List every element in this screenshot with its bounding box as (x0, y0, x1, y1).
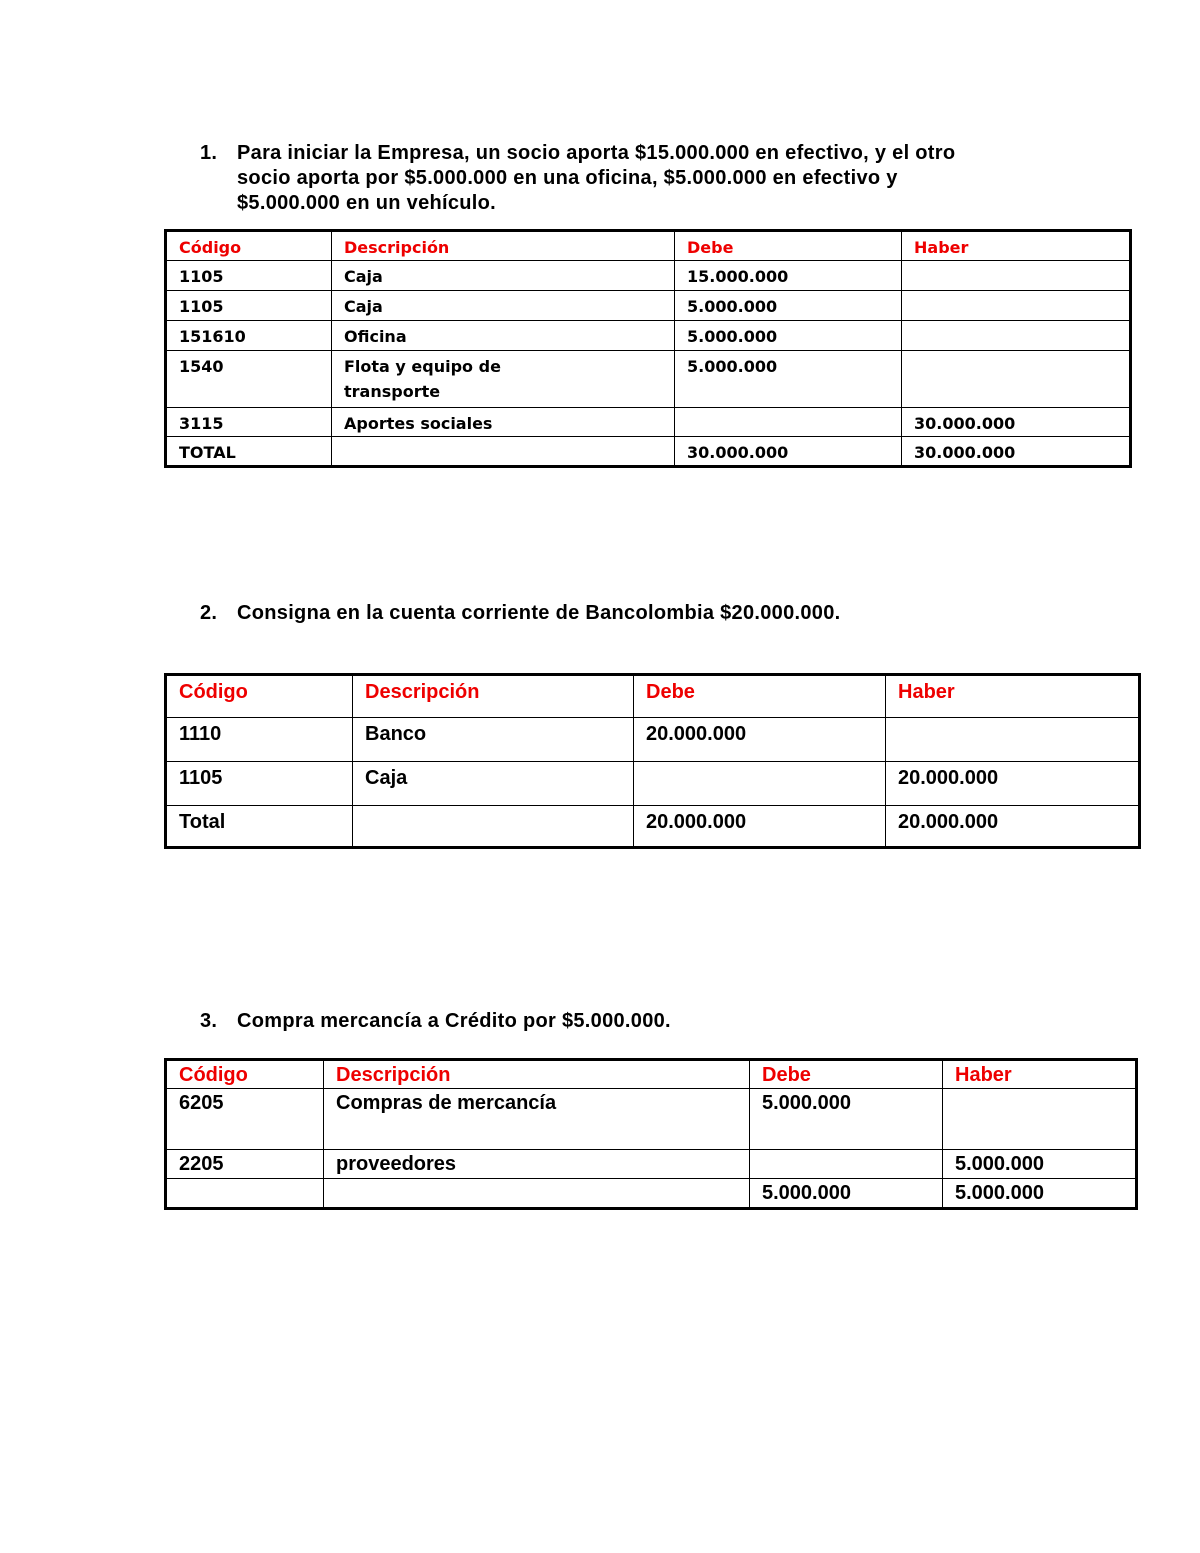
table-total-row (166, 437, 1131, 467)
cell-debe (750, 1150, 943, 1179)
cell-haber: 30.000.000 (902, 408, 1131, 437)
cell-debe: 20.000.000 (634, 806, 886, 848)
cell-descripcion (332, 437, 675, 467)
entry-3-statement (200, 1009, 671, 1034)
cell-debe: 5.000.000 (675, 321, 902, 351)
cell-descripcion: Banco (353, 718, 634, 762)
header-codigo: Código (166, 231, 332, 261)
table-row (166, 718, 1140, 762)
header-debe: Debe (750, 1060, 943, 1089)
cell-codigo: 1105 (166, 762, 353, 806)
cell-haber (902, 261, 1131, 291)
header-debe: Debe (634, 675, 886, 718)
cell-debe (675, 408, 902, 437)
cell-descripcion: Caja (332, 261, 675, 291)
entry-2-line-1: Consigna en la cuenta corriente de Bancolombia $20.000.000. (237, 602, 841, 624)
cell-haber: 5.000.000 (943, 1179, 1137, 1209)
entry-1-journal-table (164, 229, 1132, 468)
table-row (166, 1089, 1137, 1150)
header-descripcion: Descripción (324, 1060, 750, 1089)
header-descripcion: Descripción (332, 231, 675, 261)
header-haber: Haber (943, 1060, 1137, 1089)
table-row (166, 762, 1140, 806)
header-haber: Haber (886, 675, 1140, 718)
cell-codigo: 6205 (166, 1089, 324, 1150)
cell-debe: 5.000.000 (675, 351, 902, 408)
cell-haber (902, 321, 1131, 351)
cell-codigo: 3115 (166, 408, 332, 437)
cell-haber: 5.000.000 (943, 1150, 1137, 1179)
table-row (166, 408, 1131, 437)
header-codigo: Código (166, 1060, 324, 1089)
cell-haber (886, 718, 1140, 762)
cell-debe: 5.000.000 (675, 291, 902, 321)
entry-1-line-3: $5.000.000 en un vehículo. (237, 192, 497, 214)
header-haber: Haber (902, 231, 1131, 261)
table-row (166, 1150, 1137, 1179)
entry-2-number: 2. (200, 602, 218, 624)
table-row (166, 261, 1131, 291)
entry-1-statement (200, 141, 955, 216)
table-row (166, 321, 1131, 351)
cell-descripcion: Caja (353, 762, 634, 806)
cell-descripcion: Caja (332, 291, 675, 321)
entry-2-journal-table (164, 673, 1141, 849)
header-codigo: Código (166, 675, 353, 718)
entry-3-journal-table (164, 1058, 1138, 1210)
cell-haber: 30.000.000 (902, 437, 1131, 467)
table-total-row (166, 1179, 1137, 1209)
entry-1-line-1: Para iniciar la Empresa, un socio aporta $15.000.000 en efectivo, y el otro (237, 142, 956, 164)
cell-haber: 20.000.000 (886, 762, 1140, 806)
table-header-row (166, 231, 1131, 261)
table-header-row (166, 675, 1140, 718)
cell-descripcion: Flota y equipo de transporte (332, 351, 675, 408)
table-row (166, 351, 1131, 408)
cell-haber: 20.000.000 (886, 806, 1140, 848)
cell-debe (634, 762, 886, 806)
cell-codigo: 1105 (166, 291, 332, 321)
entry-3-number: 3. (200, 1010, 218, 1032)
entry-3-line-1: Compra mercancía a Crédito por $5.000.000. (237, 1010, 671, 1032)
cell-descripcion: Compras de mercancía (324, 1089, 750, 1150)
cell-codigo: 1105 (166, 261, 332, 291)
cell-debe: 5.000.000 (750, 1089, 943, 1150)
cell-codigo: 1110 (166, 718, 353, 762)
cell-descripcion (353, 806, 634, 848)
header-descripcion: Descripción (353, 675, 634, 718)
cell-descripcion: proveedores (324, 1150, 750, 1179)
cell-codigo: 1540 (166, 351, 332, 408)
cell-codigo (166, 1179, 324, 1209)
cell-codigo: 2205 (166, 1150, 324, 1179)
cell-codigo: Total (166, 806, 353, 848)
cell-debe: 20.000.000 (634, 718, 886, 762)
header-debe: Debe (675, 231, 902, 261)
table-total-row (166, 806, 1140, 848)
cell-debe: 30.000.000 (675, 437, 902, 467)
cell-descripcion: Aportes sociales (332, 408, 675, 437)
entry-1-number: 1. (200, 142, 218, 164)
cell-descripcion (324, 1179, 750, 1209)
cell-haber (902, 351, 1131, 408)
entry-1-line-2: socio aporta por $5.000.000 en una oficina, $5.000.000 en efectivo y (237, 167, 898, 189)
cell-codigo: TOTAL (166, 437, 332, 467)
cell-haber (943, 1089, 1137, 1150)
cell-codigo: 151610 (166, 321, 332, 351)
table-header-row (166, 1060, 1137, 1089)
cell-haber (902, 291, 1131, 321)
entry-2-statement (200, 601, 840, 626)
cell-descripcion: Oficina (332, 321, 675, 351)
cell-debe: 15.000.000 (675, 261, 902, 291)
cell-debe: 5.000.000 (750, 1179, 943, 1209)
table-row (166, 291, 1131, 321)
